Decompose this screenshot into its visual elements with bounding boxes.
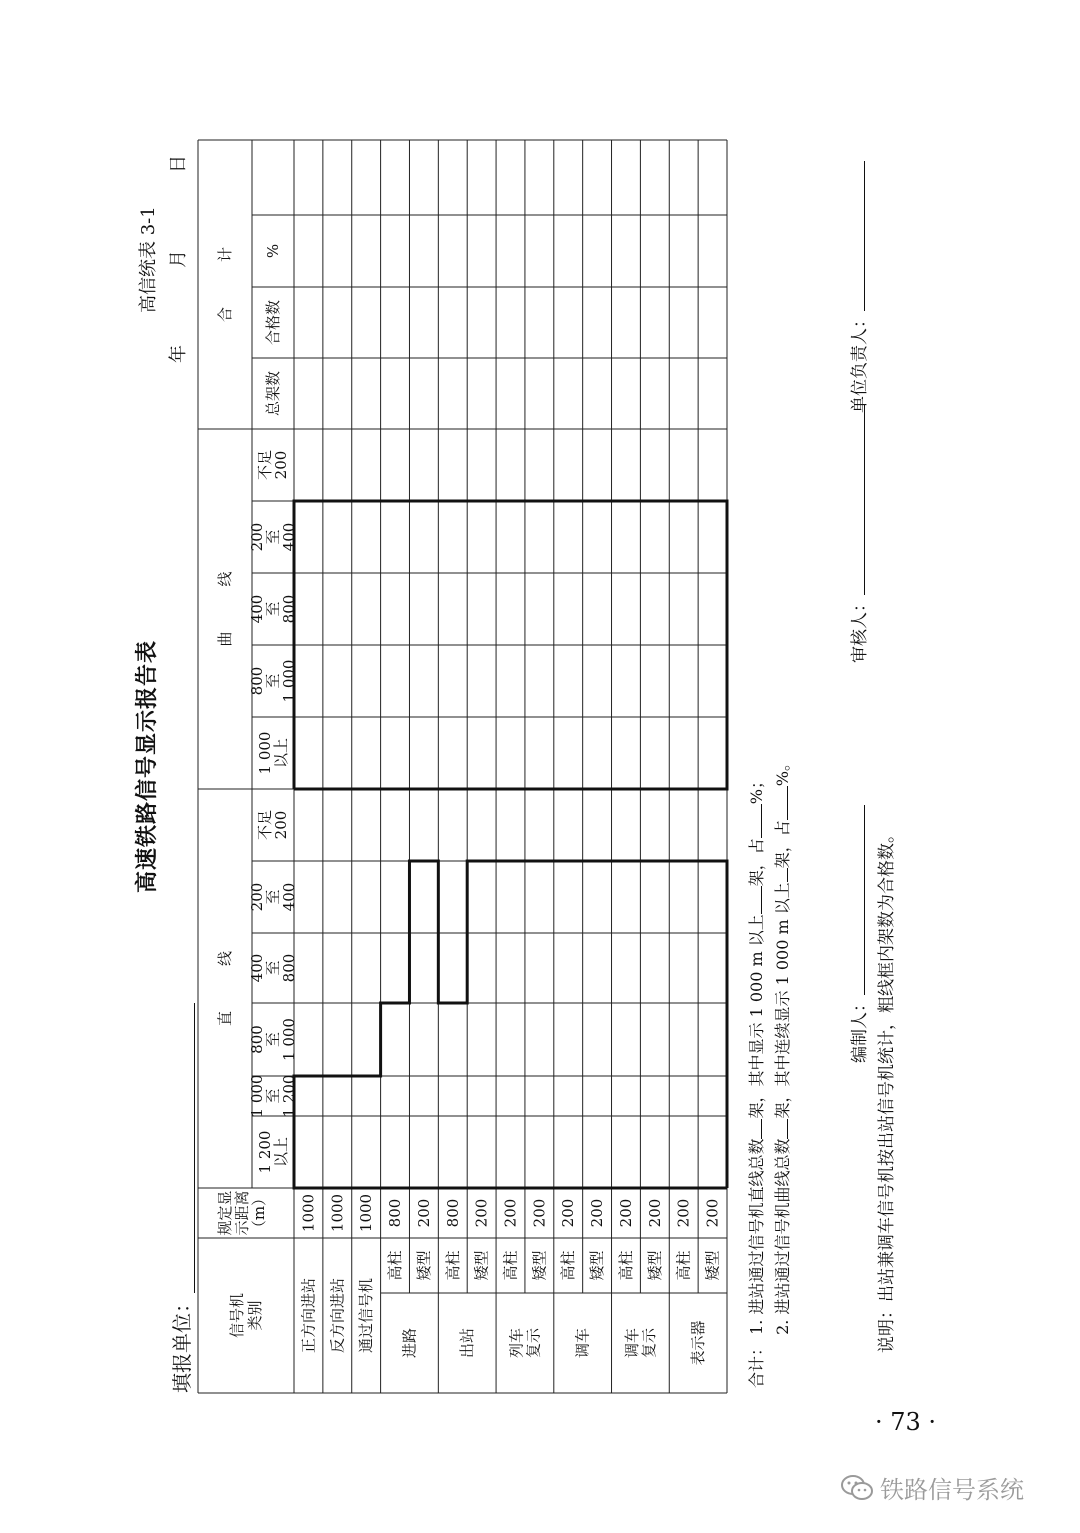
explanatory-note: 说明：出站兼调车信号机按出站信号机统计，粗线框内架数为合格数。 bbox=[877, 826, 897, 1353]
row-distance: 1000 bbox=[328, 1193, 347, 1233]
form-code: 高信统表 3-1 bbox=[138, 206, 159, 313]
header-straight: 直 线 bbox=[216, 950, 234, 1027]
blank-field bbox=[747, 886, 762, 914]
row-subtype: 矮型 bbox=[472, 1250, 491, 1281]
summary-line-2-text-b: 架，其中连续显示 1 000 m 以上 bbox=[773, 882, 792, 1119]
blank-field bbox=[747, 1119, 762, 1139]
fill-unit-label: 填报单位： bbox=[170, 1293, 194, 1393]
row-subtype: 高柱 bbox=[616, 1250, 635, 1281]
row-subtype: 高柱 bbox=[443, 1250, 462, 1281]
row-signal-name: 通过信号机 bbox=[357, 1277, 376, 1354]
month-label: 月 bbox=[168, 250, 189, 268]
summary-line-2-text-c: 架，占 bbox=[773, 820, 792, 869]
row-group-name: 调车复示 bbox=[622, 1327, 658, 1359]
summary-line-1-text-c: 架，占 bbox=[747, 838, 766, 887]
compiler-field bbox=[845, 805, 870, 1063]
compiler-label: 编制人： bbox=[850, 995, 870, 1063]
header-total-col: 总架数 bbox=[264, 370, 282, 417]
header-straight-range: 1 200以上 bbox=[256, 1130, 290, 1174]
row-distance: 200 bbox=[616, 1198, 635, 1228]
day-label: 日 bbox=[168, 155, 189, 173]
header-curve-range: 400至800 bbox=[248, 594, 298, 624]
row-subtype: 高柱 bbox=[559, 1250, 578, 1281]
reviewer-blank bbox=[850, 405, 865, 595]
header-curve-range: 不足200 bbox=[256, 449, 290, 481]
row-subtype: 矮型 bbox=[414, 1250, 433, 1281]
header-total-col: 合格数 bbox=[264, 299, 282, 346]
header-straight-range: 不足200 bbox=[256, 809, 290, 841]
row-signal-name: 反方向进站 bbox=[328, 1277, 347, 1354]
summary-line-1-text-d: %； bbox=[747, 773, 766, 805]
year-label: 年 bbox=[168, 345, 189, 363]
row-distance: 200 bbox=[530, 1198, 549, 1228]
summary-line-2-text-d: %。 bbox=[773, 755, 792, 787]
summary-lines bbox=[744, 755, 796, 1388]
row-distance: 200 bbox=[501, 1198, 520, 1228]
row-distance: 200 bbox=[559, 1198, 578, 1228]
blank-field bbox=[773, 868, 788, 882]
row-subtype: 矮型 bbox=[588, 1250, 607, 1281]
blank-field bbox=[747, 804, 762, 838]
wechat-icon bbox=[840, 1474, 874, 1502]
header-distance: 规定显示距离（m） bbox=[216, 1190, 268, 1236]
watermark bbox=[840, 1470, 1024, 1505]
header-straight-range: 200至400 bbox=[248, 882, 298, 912]
header-curve-range: 800至1 000 bbox=[248, 659, 298, 703]
summary-line-2-text-a: 进站通过信号机曲线总数 bbox=[773, 1138, 792, 1315]
row-distance: 1000 bbox=[357, 1193, 376, 1233]
row-distance: 200 bbox=[645, 1198, 664, 1228]
compiler-blank bbox=[850, 805, 865, 995]
row-group-name: 进路 bbox=[400, 1327, 419, 1359]
header-curve: 曲 线 bbox=[216, 571, 234, 647]
summary-line-1 bbox=[744, 755, 770, 1388]
summary-line-1-text-a: 进站通过信号机直线总数 bbox=[747, 1138, 766, 1315]
row-distance: 200 bbox=[414, 1198, 433, 1228]
row-distance: 800 bbox=[443, 1198, 462, 1228]
summary-label: 合计： bbox=[747, 1339, 766, 1388]
row-signal-name: 正方向进站 bbox=[299, 1277, 318, 1354]
row-group-name: 出站 bbox=[458, 1327, 477, 1359]
leader-blank bbox=[850, 161, 865, 311]
header-signal-type: 信号机类别 bbox=[228, 1292, 264, 1339]
row-subtype: 高柱 bbox=[674, 1250, 693, 1281]
row-distance: 200 bbox=[703, 1198, 722, 1228]
reviewer-label: 审核人： bbox=[850, 595, 870, 663]
row-subtype: 高柱 bbox=[501, 1250, 520, 1281]
leader-field bbox=[845, 161, 870, 413]
row-group-name: 列车复示 bbox=[507, 1327, 543, 1359]
summary-line-1-number: 1. bbox=[747, 1319, 766, 1335]
blank-field bbox=[773, 1119, 788, 1139]
header-curve-range: 200至400 bbox=[248, 522, 298, 552]
header-total-col: % bbox=[264, 243, 282, 259]
summary-line-2-number: 2. bbox=[773, 1319, 792, 1335]
reviewer-field bbox=[845, 405, 870, 663]
qualified-frame-straight bbox=[294, 861, 727, 1188]
summary-line-2 bbox=[770, 755, 796, 1388]
header-straight-range: 800至1 000 bbox=[248, 1018, 298, 1061]
leader-label: 单位负责人： bbox=[850, 311, 870, 413]
row-distance: 1000 bbox=[299, 1193, 318, 1233]
row-distance: 200 bbox=[472, 1198, 491, 1228]
header-straight-range: 400至800 bbox=[248, 953, 298, 983]
page-number: · 73 · bbox=[875, 1408, 937, 1436]
summary-line-1-text-b: 架，其中显示 1 000 m 以上 bbox=[747, 914, 766, 1119]
row-group-name: 调车 bbox=[573, 1327, 592, 1359]
header-total: 合 计 bbox=[216, 246, 234, 323]
header-straight-range: 1 000至1 200 bbox=[248, 1074, 298, 1118]
row-subtype: 矮型 bbox=[530, 1250, 549, 1281]
row-subtype: 矮型 bbox=[645, 1250, 664, 1281]
row-subtype: 高柱 bbox=[386, 1250, 405, 1281]
row-distance: 800 bbox=[386, 1198, 405, 1228]
row-subtype: 矮型 bbox=[703, 1250, 722, 1281]
row-distance: 200 bbox=[674, 1198, 693, 1228]
page-title: 高速铁路信号显示报告表 bbox=[135, 639, 160, 893]
header-curve-range: 1 000以上 bbox=[256, 731, 290, 775]
blank-field bbox=[773, 786, 788, 820]
row-distance: 200 bbox=[588, 1198, 607, 1228]
row-group-name: 表示器 bbox=[689, 1320, 708, 1366]
watermark-text: 铁路信号系统 bbox=[880, 1476, 1024, 1504]
